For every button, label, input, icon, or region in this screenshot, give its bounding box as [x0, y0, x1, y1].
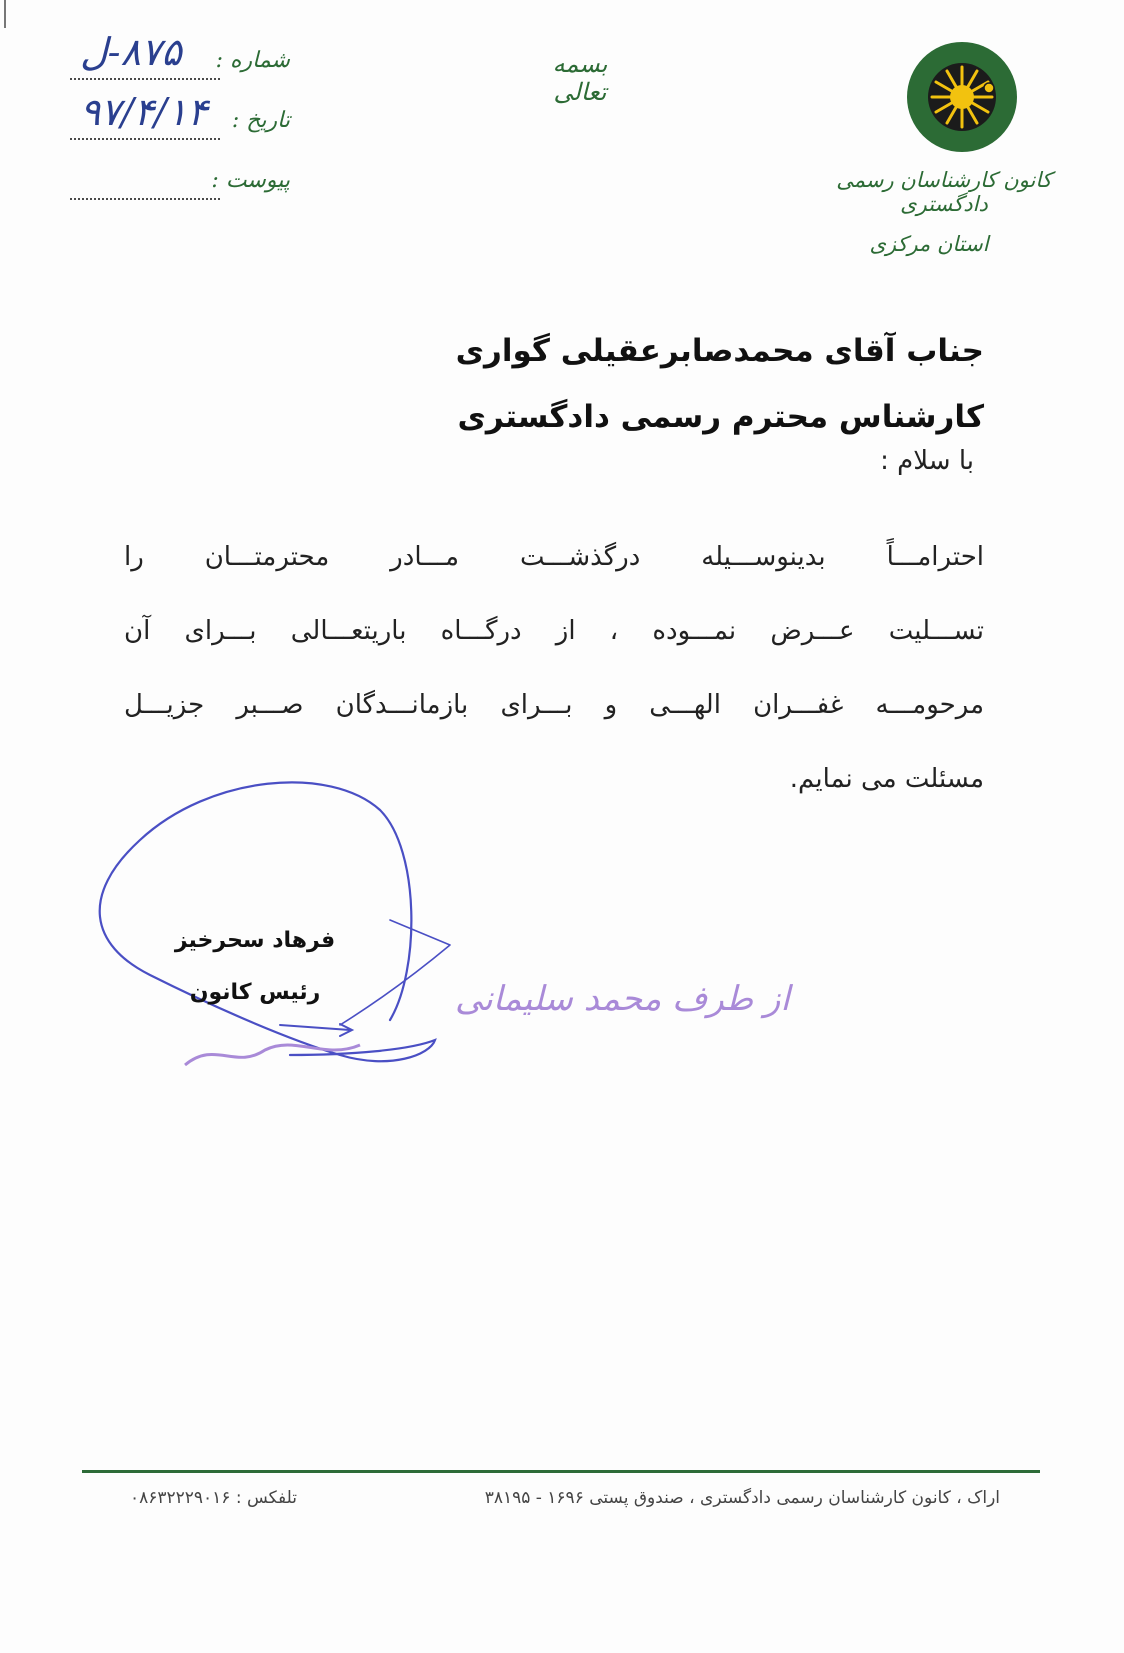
date-row [60, 90, 290, 150]
footer [110, 1488, 1000, 1518]
scan-edge-mark [4, 0, 6, 28]
post-label: پیوست : [211, 168, 290, 193]
addressee-name: جناب آقای محمدصابرعقیلی گواری [455, 333, 984, 369]
greeting: با سلام : [880, 446, 974, 476]
footer-divider [82, 1470, 1040, 1473]
signer-title: رئیس کانون [189, 980, 321, 1005]
date-value: ۹۷/۴/۱۴ [80, 90, 208, 134]
body-line: تســـلیت عـــرض نمـــوده ، از درگـــاه باریتعـــالی بـــرای آن [124, 616, 984, 646]
org-province: استان مرکزی [869, 232, 989, 256]
signer-name: فرهاد سحرخیز [174, 928, 336, 953]
number-dotted-line [70, 78, 220, 80]
date-dotted-line [70, 138, 220, 140]
addressee-title: کارشناس محترم رسمی دادگستری [457, 399, 984, 435]
body-line: مرحومـــه غفـــران الهـــی و بـــرای بازمانـــدگان صـــبر جزیـــل [124, 690, 984, 720]
basmala: بسمه تعالی [552, 50, 608, 106]
footer-phone: تلفکس : ۰۸۶۳۲۲۲۹۰۱۶ [130, 1488, 298, 1508]
letter-meta [60, 30, 290, 210]
org-logo [905, 40, 1019, 154]
date-label: تاریخ : [231, 108, 290, 133]
svg-text:از طرف محمد سلیمانی: از طرف محمد سلیمانی [455, 979, 790, 1019]
body-line: احترامـــاً بدینوســـیله درگذشـــت مـــادر محترمتـــان را [124, 542, 984, 572]
number-value: ۸۷۵-ل [80, 30, 182, 74]
footer-address: اراک ، کانون کارشناسان رسمی دادگستری ، صندوق پستی ۱۶۹۶ - ۳۸۱۹۵ [484, 1488, 1000, 1508]
addressee-block [284, 318, 984, 450]
signer-block [150, 915, 360, 1019]
number-row [60, 30, 290, 90]
post-row [60, 150, 290, 210]
post-dotted-line [70, 198, 220, 200]
org-name: کانون کارشناسان رسمی دادگستری [836, 168, 1052, 216]
body-line: مسئلت می نمایم. [789, 764, 984, 794]
number-label: شماره : [215, 48, 290, 73]
